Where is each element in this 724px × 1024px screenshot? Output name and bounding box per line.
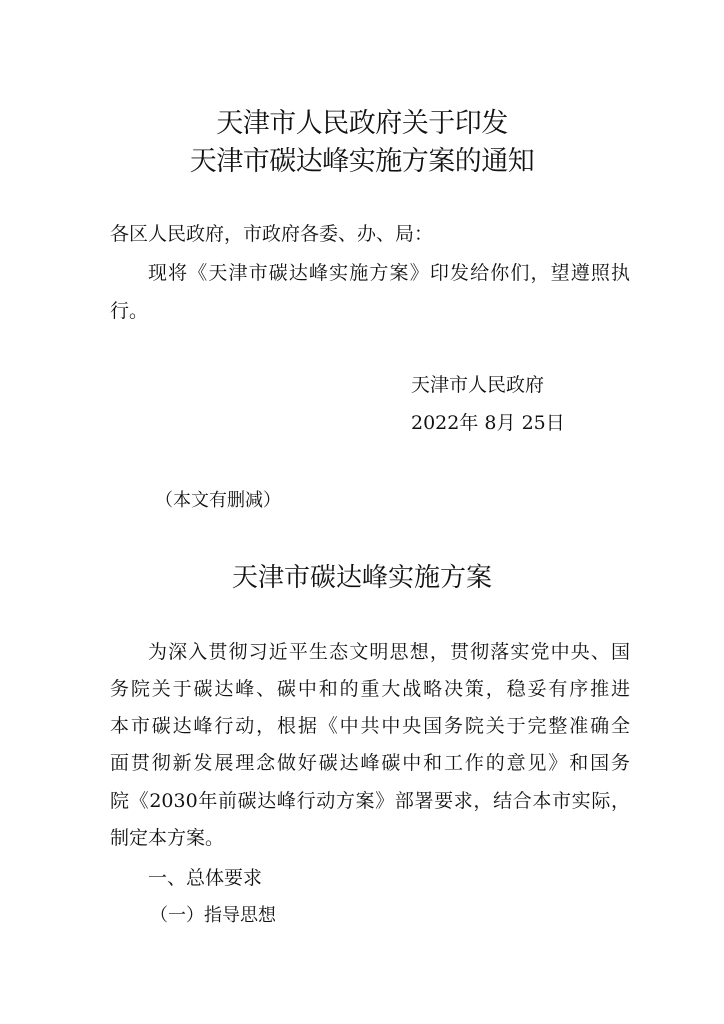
signer: 天津市人民政府	[411, 374, 545, 396]
notice-body-line2: 行。	[110, 300, 149, 322]
plan-intro-line: 面贯彻新发展理念做好碳达峰碳中和工作的意见》和国务	[110, 752, 630, 774]
notice-title-line1: 天津市人民政府关于印发	[216, 108, 508, 139]
section-heading-1: 一、总体要求	[148, 867, 263, 889]
date-year: 2022	[411, 412, 460, 434]
plan-intro-line5-suffix: 年前碳达峰行动方案》部署要求，结合本市实际，	[197, 790, 630, 812]
plan-intro-line5-prefix: 院《	[110, 790, 150, 812]
date-year-unit: 年	[459, 412, 479, 434]
plan-title: 天津市碳达峰实施方案	[231, 563, 492, 593]
date-month-unit: 月	[496, 412, 516, 434]
subsection-heading-1: （一）指导思想	[150, 905, 276, 926]
issue-date	[411, 408, 565, 435]
notice-body-line1: 现将《天津市碳达峰实施方案》印发给你们，望遵照执	[148, 262, 630, 284]
date-day: 25	[521, 412, 546, 434]
plan-intro-line: 本市碳达峰行动，根据《中共中央国务院关于完整准确全	[110, 715, 630, 737]
plan-intro-line: 务院关于碳达峰、碳中和的重大战略决策，稳妥有序推进	[110, 678, 630, 700]
abridged-note: （本文有删减）	[155, 490, 281, 511]
plan-intro-line-6: 制定本方案。	[110, 827, 225, 849]
notice-title-line2: 天津市碳达峰实施方案的通知	[189, 146, 535, 177]
plan-intro-line: 为深入贯彻习近平生态文明思想，贯彻落实党中央、国	[148, 641, 630, 663]
plan-intro-line5-year: 2030	[149, 790, 198, 812]
salutation: 各区人民政府，市政府各委、办、局：	[110, 223, 434, 245]
plan-intro-line-5	[110, 786, 630, 813]
date-month: 8	[484, 412, 497, 434]
date-day-unit: 日	[545, 412, 565, 434]
